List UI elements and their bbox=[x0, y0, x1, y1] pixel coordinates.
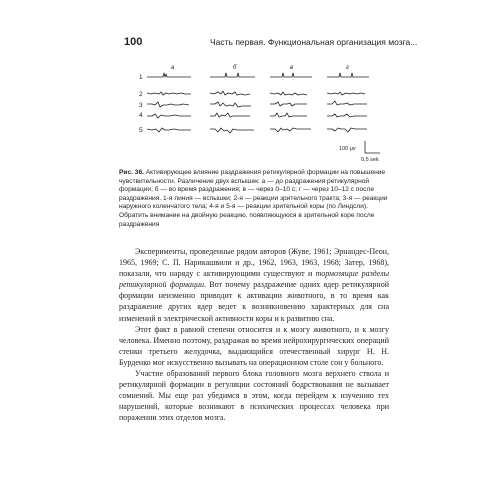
row-label-2: 2 bbox=[139, 91, 143, 98]
caption-label: Рис. 36. bbox=[119, 169, 144, 176]
trace-row-1-v bbox=[270, 73, 312, 77]
trace-row-4-g bbox=[327, 114, 367, 117]
row-label-4: 4 bbox=[139, 112, 143, 119]
trace-row-5-g bbox=[327, 128, 367, 132]
trace-row-5-a bbox=[147, 128, 191, 132]
column-label-b: б bbox=[233, 65, 237, 71]
trace-row-2-g bbox=[327, 92, 365, 95]
figure-caption bbox=[119, 169, 389, 229]
scale-bar bbox=[365, 141, 380, 153]
trace-row-3-g bbox=[327, 101, 367, 105]
trace-row-4-a bbox=[147, 114, 191, 118]
scale-amplitude-label: 100 μv bbox=[339, 146, 356, 152]
paragraph-1-emphasis: тормозящие разделы ретикулярной формации bbox=[119, 269, 389, 290]
column-label-v: в bbox=[290, 65, 294, 71]
page-number: 100 bbox=[124, 36, 143, 48]
trace-row-5-b bbox=[210, 128, 254, 133]
eeg-traces-svg bbox=[135, 58, 385, 166]
paragraph-3: Участие образований первого блока головного мозга верхнего ствола и ретикулярной формации в регуляции состояний бодрствования не вызывает сомнений. Мы еще раз убедимся в этом, когда перейдем к изучению тех нарушений, которые возникают в психических процессах человека при поражении этих отделов мозга. bbox=[119, 369, 389, 423]
trace-row-4-v bbox=[270, 113, 307, 117]
row-label-1: 1 bbox=[139, 74, 143, 81]
trace-row-4-b bbox=[210, 113, 250, 117]
paragraph-1-text-start: Эксперименты, проведенные рядом авторов (Жуве, 1961; Эрнандес-Пеон, 1965, 1969; С. П. Нарикашвили и др., 1962, 1963, 1963, 1968; Затер, 1968), показали, что наряду с активирующими существуют и bbox=[119, 247, 389, 279]
trace-row-2-a bbox=[147, 92, 191, 95]
caption-text: Активирующее влияние раздражения ретикулярной формации на повышение чувствительности. Различение двух вспышек: а — до раздражения ретикулярной формации; б — во время раздражения; в — через 0–10 с; г — через 10–12 с после раздражения. 1-я линия — вспышки; 2-я — реакции зрительного тракта; 3-я — реакции наружного коленчатого тела; 4-я и 5-я — реакции зрительной коры (по Линдсли). Обратить внимание на двойную реакцию, появляющуюся в зрительной коре после раздражения bbox=[119, 169, 388, 228]
trace-row-3-v bbox=[270, 102, 307, 106]
trace-row-1-a bbox=[147, 73, 191, 77]
trace-row-3-a bbox=[147, 102, 189, 107]
trace-row-1-g bbox=[327, 73, 369, 77]
column-label-g: г bbox=[346, 65, 349, 71]
paragraph-1 bbox=[119, 246, 389, 324]
paragraph-1-text-end: . Вот почему раздражение одних ядер ретикулярной формации неизменно приводит к активации животного, в то время как раздражение других ядер ведет к возникновению характерных для сна изменений в электрической активности коры и к развитию сна. bbox=[119, 280, 389, 323]
trace-row-3-b bbox=[210, 102, 251, 107]
eeg-figure bbox=[135, 58, 385, 166]
column-label-a: а bbox=[171, 65, 175, 71]
paragraph-2: Этот факт в равной степени относится и к мозгу животного, и к мозгу человека. Именно поэтому, раздражая во время нейрохирургических операций стенки третьего желудочка, выдающийся отечественный хирург Н. Н. Бурденко мог искусственно вызывать на операционном столе сон у больного. bbox=[119, 324, 389, 367]
row-label-5: 5 bbox=[139, 127, 143, 134]
trace-row-1-b bbox=[210, 73, 255, 77]
trace-row-5-v bbox=[270, 128, 311, 132]
body-text bbox=[119, 246, 389, 424]
row-label-3: 3 bbox=[139, 102, 143, 109]
scale-time-label: 0,5 sek bbox=[361, 157, 379, 163]
trace-row-2-b bbox=[210, 91, 250, 95]
running-head: Часть первая. Функциональная организация мозга... bbox=[210, 37, 418, 47]
trace-row-2-v bbox=[270, 92, 307, 95]
